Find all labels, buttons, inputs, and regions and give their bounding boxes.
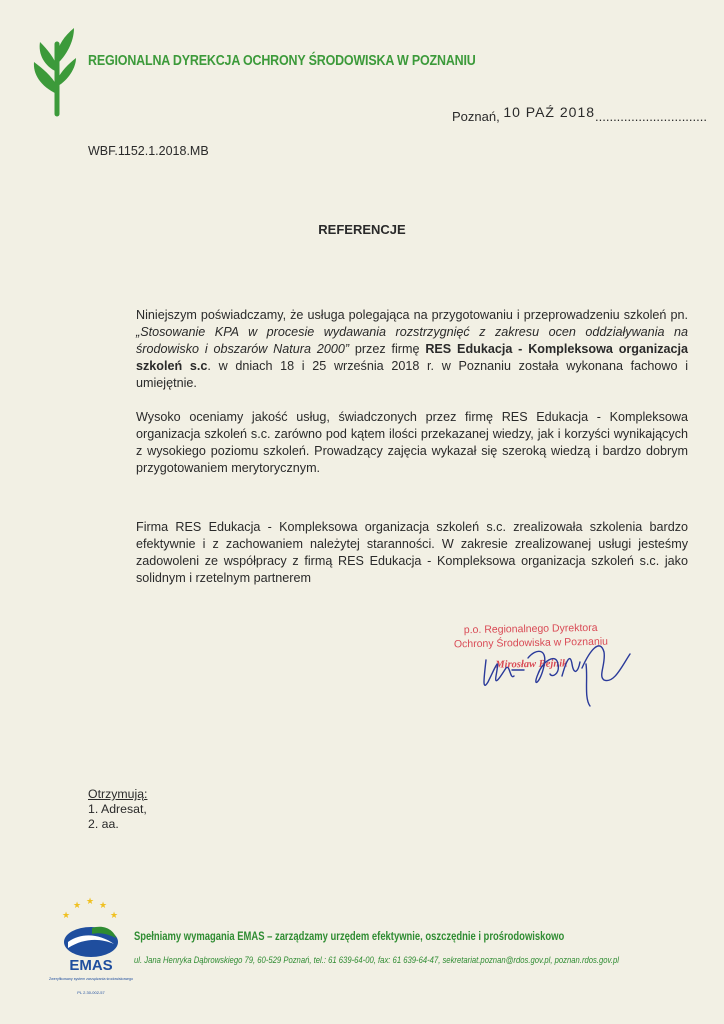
- emas-label: EMAS: [69, 957, 113, 974]
- place: Poznań,: [452, 109, 500, 124]
- recipients: [88, 787, 147, 832]
- emas-reg: PL 2.30-002-57: [77, 990, 105, 995]
- footer-slogan: Spełniamy wymagania EMAS – zarządzamy urzędem efektywnie, oszczędnie i prośrodowiskowo: [134, 931, 565, 943]
- paragraph-1: [88, 307, 688, 392]
- document-title: REFERENCJE: [318, 222, 406, 237]
- star-icon: ★: [73, 900, 82, 910]
- place-date: [452, 104, 707, 124]
- paragraph-1-text-2: przez firmę: [349, 342, 426, 356]
- stamp-name: Mirosław Bejnik: [495, 658, 568, 671]
- reference-number: WBF.1152.1.2018.MB: [88, 144, 209, 158]
- stamp-line-1: p.o. Regionalnego Dyrektora: [463, 621, 598, 637]
- handwritten-signature: [466, 618, 636, 710]
- recipient-item: 2. aa.: [88, 817, 119, 831]
- date-stamp: 10 PAŹ 2018: [503, 104, 596, 120]
- stamp-line-2: Ochrony Środowiska w Poznaniu: [453, 635, 609, 651]
- recipients-label: Otrzymują:: [88, 787, 148, 801]
- company-name: RES Edukacja - Kompleksowa organizacja szkoleń s.c: [136, 342, 688, 373]
- paragraph-3: Firma RES Edukacja - Kompleksowa organizacja szkoleń s.c. zrealizowała szkolenia bardzo efektywnie i z zachowaniem należytej staranności. W zakresie zrealizowanej usługi jesteśmy zadowoleni ze współpracy z firmą RES Edukacja - Kompleksowa organizacja szkoleń s.c. jako solidnym i rzetelnym partnerem: [136, 520, 688, 585]
- organization-name: REGIONALNA DYREKCJA OCHRONY ŚRODOWISKA W POZNANIU: [88, 53, 476, 69]
- star-icon: ★: [99, 900, 108, 910]
- paragraph-1-text-3: . w dniach 18 i 25 września 2018 r. w Poznaniu została wykonana fachowo i umiejętnie.: [136, 359, 689, 390]
- star-icon: ★: [62, 910, 71, 920]
- paragraph-1-text: Niniejszym poświadczamy, że usługa polegająca na przygotowaniu i przeprowadzeniu szkoleń pn.: [136, 308, 688, 322]
- training-title: „Stosowanie KPA w procesie wydawania rozstrzygnięć z zakresu ocen oddziaływania na środowisko i obszarów Natura 2000”: [136, 325, 688, 356]
- recipient-item: 1. Adresat,: [88, 802, 147, 816]
- footer-address: ul. Jana Henryka Dąbrowskiego 79, 60-529 Poznań, tel.: 61 639-64-00, fax: 61 639-64-47, sekretariat.poznan@rdos.gov.pl, poznan.rdos.gov.pl: [134, 955, 619, 966]
- star-icon: ★: [110, 910, 119, 920]
- green-leaf-icon: [30, 24, 80, 116]
- star-icon: ★: [86, 896, 95, 906]
- paragraph-2: Wysoko oceniamy jakość usług, świadczonych przez firmę RES Edukacja - Kompleksowa organizacja szkoleń s.c. zarówno pod kątem ilości przekazanej wiedzy, jak i korzyści wynikających z wysokiego poziomu szkoleń. Prowadzący zajęcia wykazał się szeroką wiedzą i bardzo dobrym przygotowaniem merytorycznym.: [136, 410, 688, 475]
- date-dots: ...............................: [595, 109, 707, 124]
- emas-sub: Zweryfikowany system zarządzania środowiskowego: [48, 977, 134, 981]
- emas-logo: [48, 896, 134, 1010]
